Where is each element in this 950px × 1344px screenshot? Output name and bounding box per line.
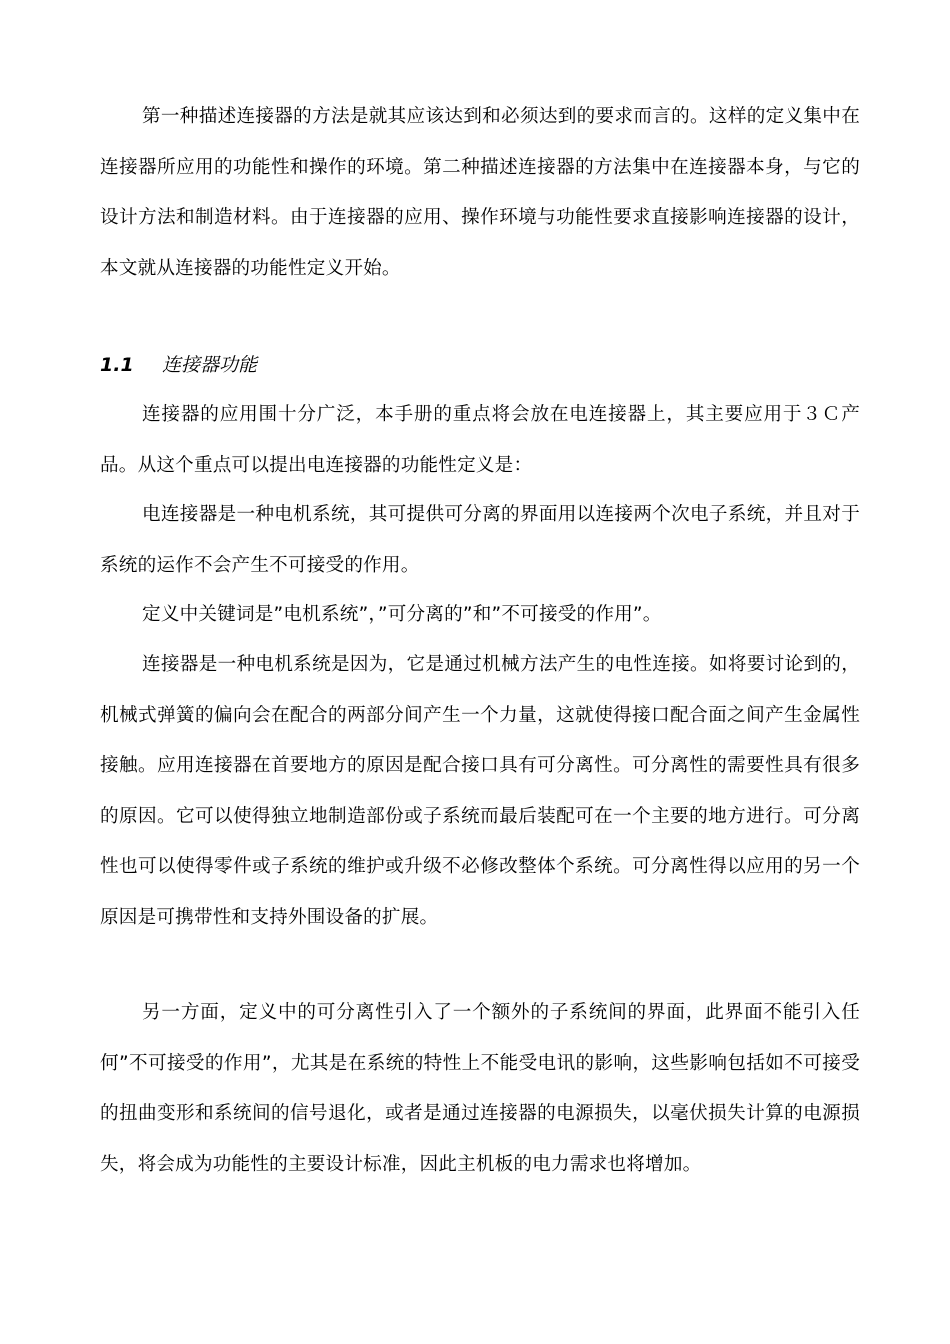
paragraph-interface: 另一方面，定义中的可分离性引入了一个额外的子系统间的界面，此界面不能引入任何”不可接受的作用”，尤其是在系统的特性上不能受电讯的影响，这些影响包括如不可接受的扭曲变形和系统间的信号退化，或者是通过连接器的电源损失，以毫伏损失计算的电源损失，将会成为功能性的主要设计标准，因此主机板的电力需求也将增加。 bbox=[100, 1002, 860, 1175]
section-heading bbox=[100, 342, 257, 388]
section-number: 1.1 bbox=[100, 354, 134, 376]
paragraph-definition: 电连接器是一种电机系统，其可提供可分离的界面用以连接两个次电子系统，并且对于系统的运作不会产生不可接受的作用。 bbox=[100, 504, 860, 576]
paragraph-intro: 第一种描述连接器的方法是就其应该达到和必须达到的要求而言的。这样的定义集中在连接器所应用的功能性和操作的环境。第二种描述连接器的方法集中在连接器本身，与它的设计方法和制造材料。由于连接器的应用、操作环境与功能性要求直接影响连接器的设计，本文就从连接器的功能性定义开始。 bbox=[100, 106, 860, 279]
paragraph-separability: 连接器是一种电机系统是因为，它是通过机械方法产生的电性连接。如将要讨论到的，机械式弹簧的偏向会在配合的两部分间产生一个力量，这就使得接口配合面之间产生金属性接触。应用连接器在首要地方的原因是配合接口具有可分离性。可分离性的需要性具有很多的原因。它可以使得独立地制造部份或子系统而最后装配可在一个主要的地方进行。可分离性也可以使得零件或子系统的维护或升级不必修改整体个系统。可分离性得以应用的另一个原因是可携带性和支持外围设备的扩展。 bbox=[100, 654, 860, 928]
paragraph-keywords: 定义中关键词是”电机系统”，”可分离的”和”不可接受的作用”。 bbox=[142, 604, 662, 625]
section-title: 连接器功能 bbox=[162, 354, 258, 376]
paragraph-application: 连接器的应用围十分广泛，本手册的重点将会放在电连接器上，其主要应用于３Ｃ产品。从这个重点可以提出电连接器的功能性定义是： bbox=[100, 404, 860, 476]
